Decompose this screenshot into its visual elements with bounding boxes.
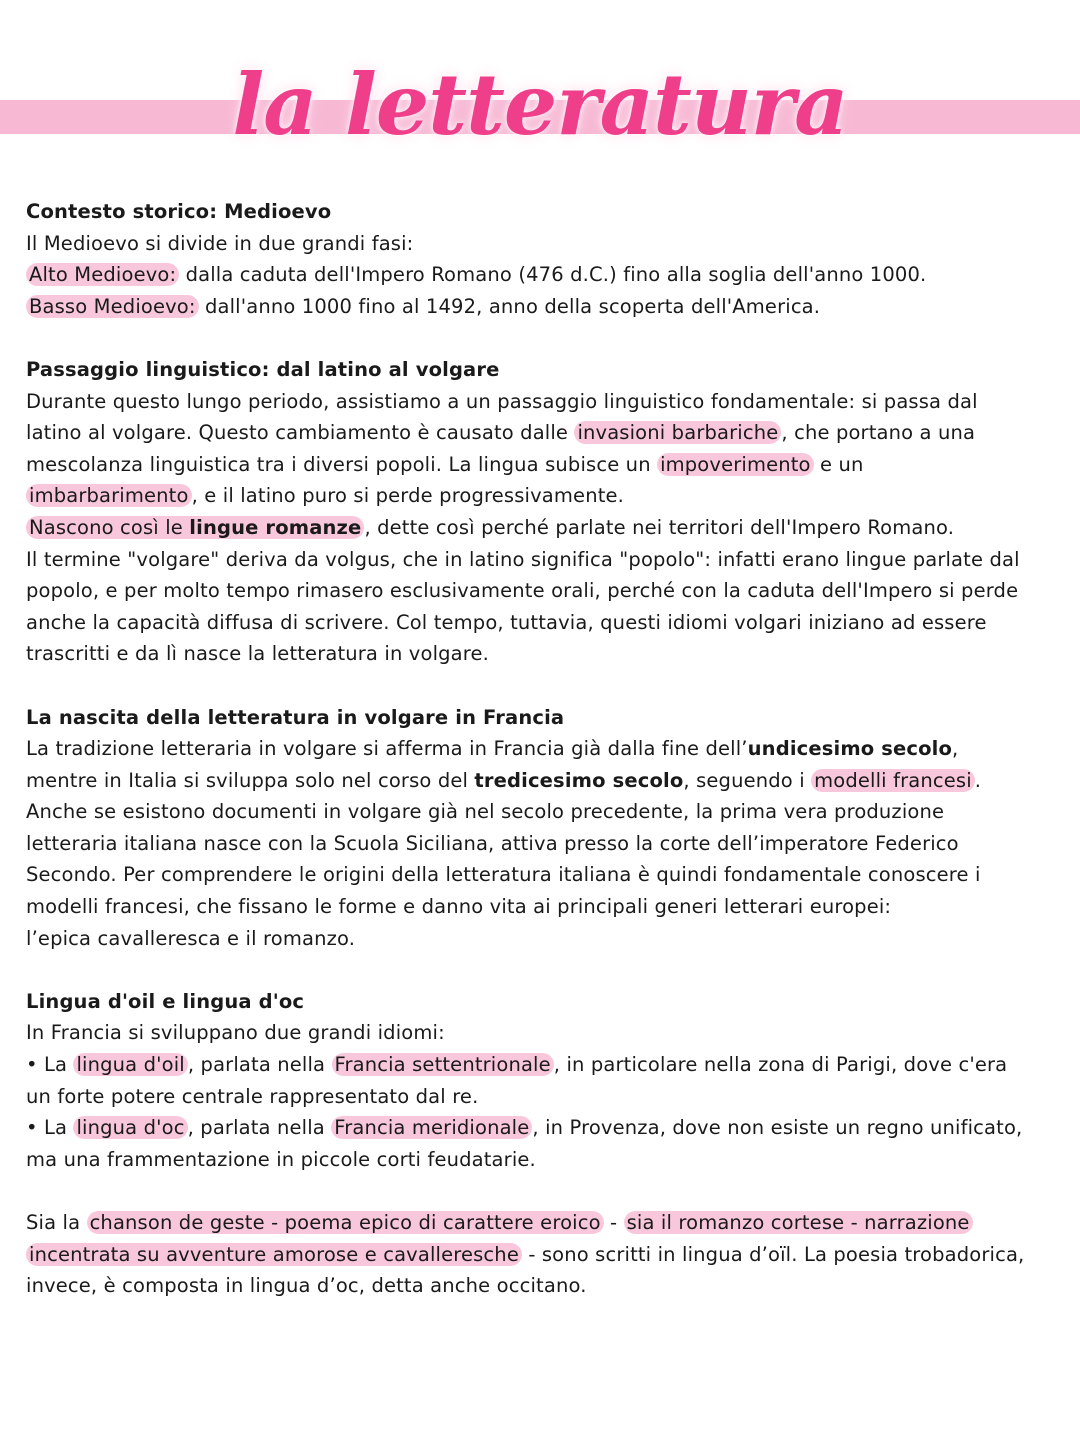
section-lingua-oil-oc (26, 986, 1026, 1176)
text: Durante questo lungo periodo, assistiamo a un passaggio linguistico fondamentale: si passa dal latino al volgare. Questo cambiamento è causato dalle (26, 389, 978, 445)
text: Il Medioevo si divide in due grandi fasi: (26, 231, 414, 255)
text: In Francia si sviluppano due grandi idiomi: (26, 1021, 445, 1045)
text: Sia la (26, 1211, 87, 1234)
text: • La (26, 1116, 74, 1140)
highlight: invasioni barbariche (574, 421, 781, 444)
paragraph (26, 733, 1026, 923)
highlight: modelli francesi (811, 769, 975, 792)
highlight: lingua d'oil (73, 1053, 187, 1076)
text: , parlata nella (187, 1053, 332, 1077)
highlight: imbarbarimento (26, 484, 192, 507)
paragraph (26, 291, 1026, 323)
section-nascita-letteratura (26, 702, 1026, 955)
notes-body (26, 196, 1026, 1302)
text: , dette così perché parlate nei territori dell'Impero Romano. (364, 515, 955, 539)
text: • La (26, 1053, 74, 1077)
paragraph (26, 1017, 1026, 1049)
text: , e il latino puro si perde progressivamente. (191, 484, 624, 508)
highlight: Francia settentrionale (332, 1053, 554, 1076)
paragraph (26, 386, 1026, 512)
text: , in particolare nella zona di Parigi, dove c'era un forte potere centrale rappresentato dal re. (26, 1053, 1008, 1108)
bold-text: undicesimo secolo (747, 737, 953, 761)
paragraph (26, 228, 1026, 260)
bold-text: lingue romanze (189, 515, 362, 539)
highlight: impoverimento (657, 453, 814, 476)
text: Nascono così le (29, 515, 190, 539)
text: , mentre in Italia si sviluppa solo nel corso del (26, 737, 959, 792)
highlight: Francia meridionale (331, 1116, 532, 1139)
page-title: la letteratura (232, 55, 848, 154)
highlight (26, 516, 364, 539)
paragraph (26, 259, 1026, 291)
text: , seguendo i (683, 768, 812, 792)
section-heading: Passaggio linguistico: dal latino al volgare (26, 357, 500, 381)
bullet-item (26, 1049, 1026, 1112)
text: dall'anno 1000 fino al 1492, anno della scoperta dell'America. (198, 294, 821, 318)
section-chanson-de-geste (26, 1207, 1026, 1302)
text: - (603, 1211, 624, 1234)
section-heading: Lingua d'oil e lingua d'oc (26, 989, 305, 1013)
highlight: lingua d'oc (73, 1116, 187, 1139)
highlight: chanson de geste - poema epico di carattere eroico (87, 1211, 604, 1234)
text: - sono scritti in lingua d’oïl. La poesia trobadorica, invece, è composta in lingua d’oc, detta anche occitano. (26, 1242, 1025, 1298)
section-heading: Contesto storico: Medioevo (26, 200, 332, 223)
bullet-item (26, 1112, 1026, 1175)
paragraph (26, 512, 1026, 544)
paragraph (26, 1207, 1026, 1302)
highlight: Basso Medioevo: (26, 295, 199, 318)
section-heading: La nascita della letteratura in volgare in Francia (26, 705, 565, 729)
bold-text: tredicesimo secolo (474, 768, 684, 792)
section-passaggio-linguistico (26, 354, 1026, 670)
text: l’epica cavalleresca e il romanzo. (26, 926, 356, 950)
text: , in Provenza, dove non esiste un regno unificato, ma una frammentazione in piccole corti feudatarie. (26, 1116, 1023, 1171)
highlight: sia il romanzo cortese - narrazione incentrata su avventure amorose e cavalleresche (26, 1211, 973, 1266)
text: e un (813, 452, 864, 476)
section-contesto-storico (26, 196, 1026, 322)
paragraph (26, 923, 1026, 955)
text: , che portano a una mescolanza linguistica tra i diversi popoli. La lingua subisce un (26, 421, 976, 476)
paragraph (26, 544, 1026, 670)
text: dalla caduta dell'Impero Romano (476 d.C.) fino alla soglia dell'anno 1000. (179, 263, 927, 287)
text: La tradizione letteraria in volgare si afferma in Francia già dalla fine dell’ (26, 737, 748, 761)
highlight: Alto Medioevo: (26, 263, 179, 286)
text: Il termine "volgare" deriva da volgus, che in latino significa "popolo": infatti erano lingue parlate dal popolo, e per molto tempo rimasero esclusivamente orali, perché con la caduta dell'Impero si perde anche la capacità diffusa di scrivere. Col tempo, tuttavia, questi idiomi volgari iniziano ad essere trascritti e da lì nasce la letteratura in volgare. (26, 547, 1020, 666)
text: . Anche se esistono documenti in volgare già nel secolo precedente, la prima vera produzione letteraria italiana nasce con la Scuola Siciliana, attiva presso la corte dell’imperatore Federico Secondo. Per comprendere le origini della letteratura italiana è quindi fondamentale conoscere i modelli francesi, che fissano le forme e danno vita ai principali generi letterari europei: (26, 768, 982, 919)
text: , parlata nella (187, 1116, 332, 1140)
